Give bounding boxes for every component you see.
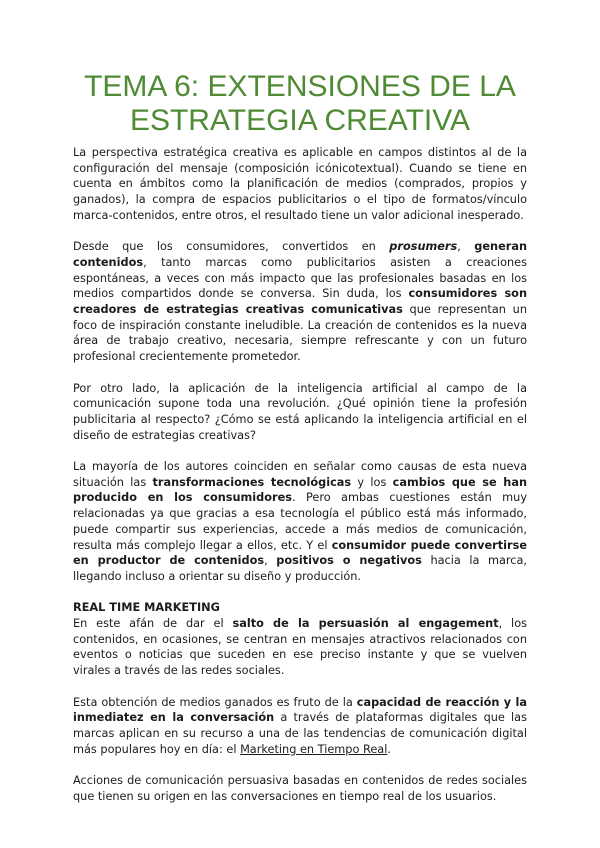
text-run: En este afán de dar el (73, 617, 233, 631)
text-run: hacia la marca, llegando incluso a orientar su diseño y producción. (73, 554, 528, 583)
title-line-2: ESTRATEGIA CREATIVA (129, 104, 471, 137)
text-run: , los contenidos, en ocasiones, se centran en mensajes atractivos relacionados con eventos o noticias que suceden en ese preciso instante y que se vuelven virales a través de las redes sociales. (73, 617, 527, 678)
text-run: , (457, 240, 475, 254)
emphasis-positivos: positivos o negativos (276, 554, 422, 568)
text-run: , (264, 554, 277, 568)
page-title (73, 0, 527, 138)
text-run: . (387, 742, 391, 756)
text-run: , tanto marcas como publicitarios asisten a creaciones espontáneas, a veces con más impacto que las profesionales basadas en los medios compartidos donde se conversa. Sin duda, los (73, 255, 527, 301)
emphasis-prosumers: prosumers (389, 240, 458, 254)
emphasis-transformaciones: transformaciones tecnológicas (152, 475, 352, 489)
emphasis-consumidor: consumidor puede convertirse en productor de contenidos (73, 538, 527, 568)
paragraph-causas (73, 459, 527, 585)
text-run: La mayoría de los autores coinciden en señalar como causas de esta nueva situación las (73, 460, 527, 489)
paragraph-ia: Por otro lado, la aplicación de la inteligencia artificial al campo de la comunicación supone toda una revolución. ¿Qué opinión tiene la profesión publicitaria al respecto? ¿Cómo se está aplicando la inteligencia artificial en el diseño de estrategias creativas? (73, 381, 527, 442)
text-run: y los (351, 475, 393, 489)
emphasis-capacidad: capacidad de reacción y la inmediatez en la conversación (73, 695, 527, 725)
text-run: . Pero ambas cuestiones están muy relacionadas ya que gracias a esa tecnología el público está más informado, puede compartir sus experiencias, accede a más medios de comunicación, resulta más complejo llegar a ellos, etc. Y el (73, 491, 528, 552)
emphasis-generan: generan contenidos (73, 240, 527, 269)
title-line-1: TEMA 6: EXTENSIONES DE LA (84, 70, 516, 103)
emphasis-salto: salto de la persuasión al engagement (232, 617, 499, 631)
section-heading: REAL TIME MARKETING (73, 601, 220, 615)
emphasis-cambios: cambios que se han producido en los consumidores (73, 475, 527, 505)
text-run: que representan un foco de inspiración constante ineludible. La creación de contenidos es la nueva área de trabajo creativo, necesaria, siempre refrescante y con un futuro profesional crecientemente prometedor. (73, 303, 527, 364)
text-run: a través de plataformas digitales que las marcas aplican en su recurso a una de las tendencias de comunicación digital más populares hoy en día: el (73, 711, 527, 756)
paragraph-engagement (73, 616, 527, 679)
marketing-tiempo-real-link[interactable]: Marketing en Tiempo Real (240, 742, 388, 756)
text-run: Desde que los consumidores, convertidos en (73, 240, 390, 254)
paragraph-intro: La perspectiva estratégica creativa es aplicable en campos distintos al de la configuración del mensaje (composición icónicotextual). Cuando se tiene en cuenta en ámbitos como la planificación de medios (comprados, propios y ganados), la compra de espacios publicitarios o el tipo de formatos/vínculo marca-contenidos, entre otros, el resultado tiene un valor adicional inesperado. (73, 146, 527, 222)
paragraph-acciones: Acciones de comunicación persuasiva basadas en contenidos de redes sociales que tienen su origen en las conversaciones en tiempo real de los usuarios. (73, 774, 527, 803)
paragraph-medios-ganados (73, 695, 527, 758)
paragraph-prosumers (73, 239, 527, 365)
emphasis-consumidores: consumidores son creadores de estrategias creativas comunicativas (73, 287, 527, 317)
text-run: Esta obtención de medios ganados es fruto de la (73, 695, 357, 709)
